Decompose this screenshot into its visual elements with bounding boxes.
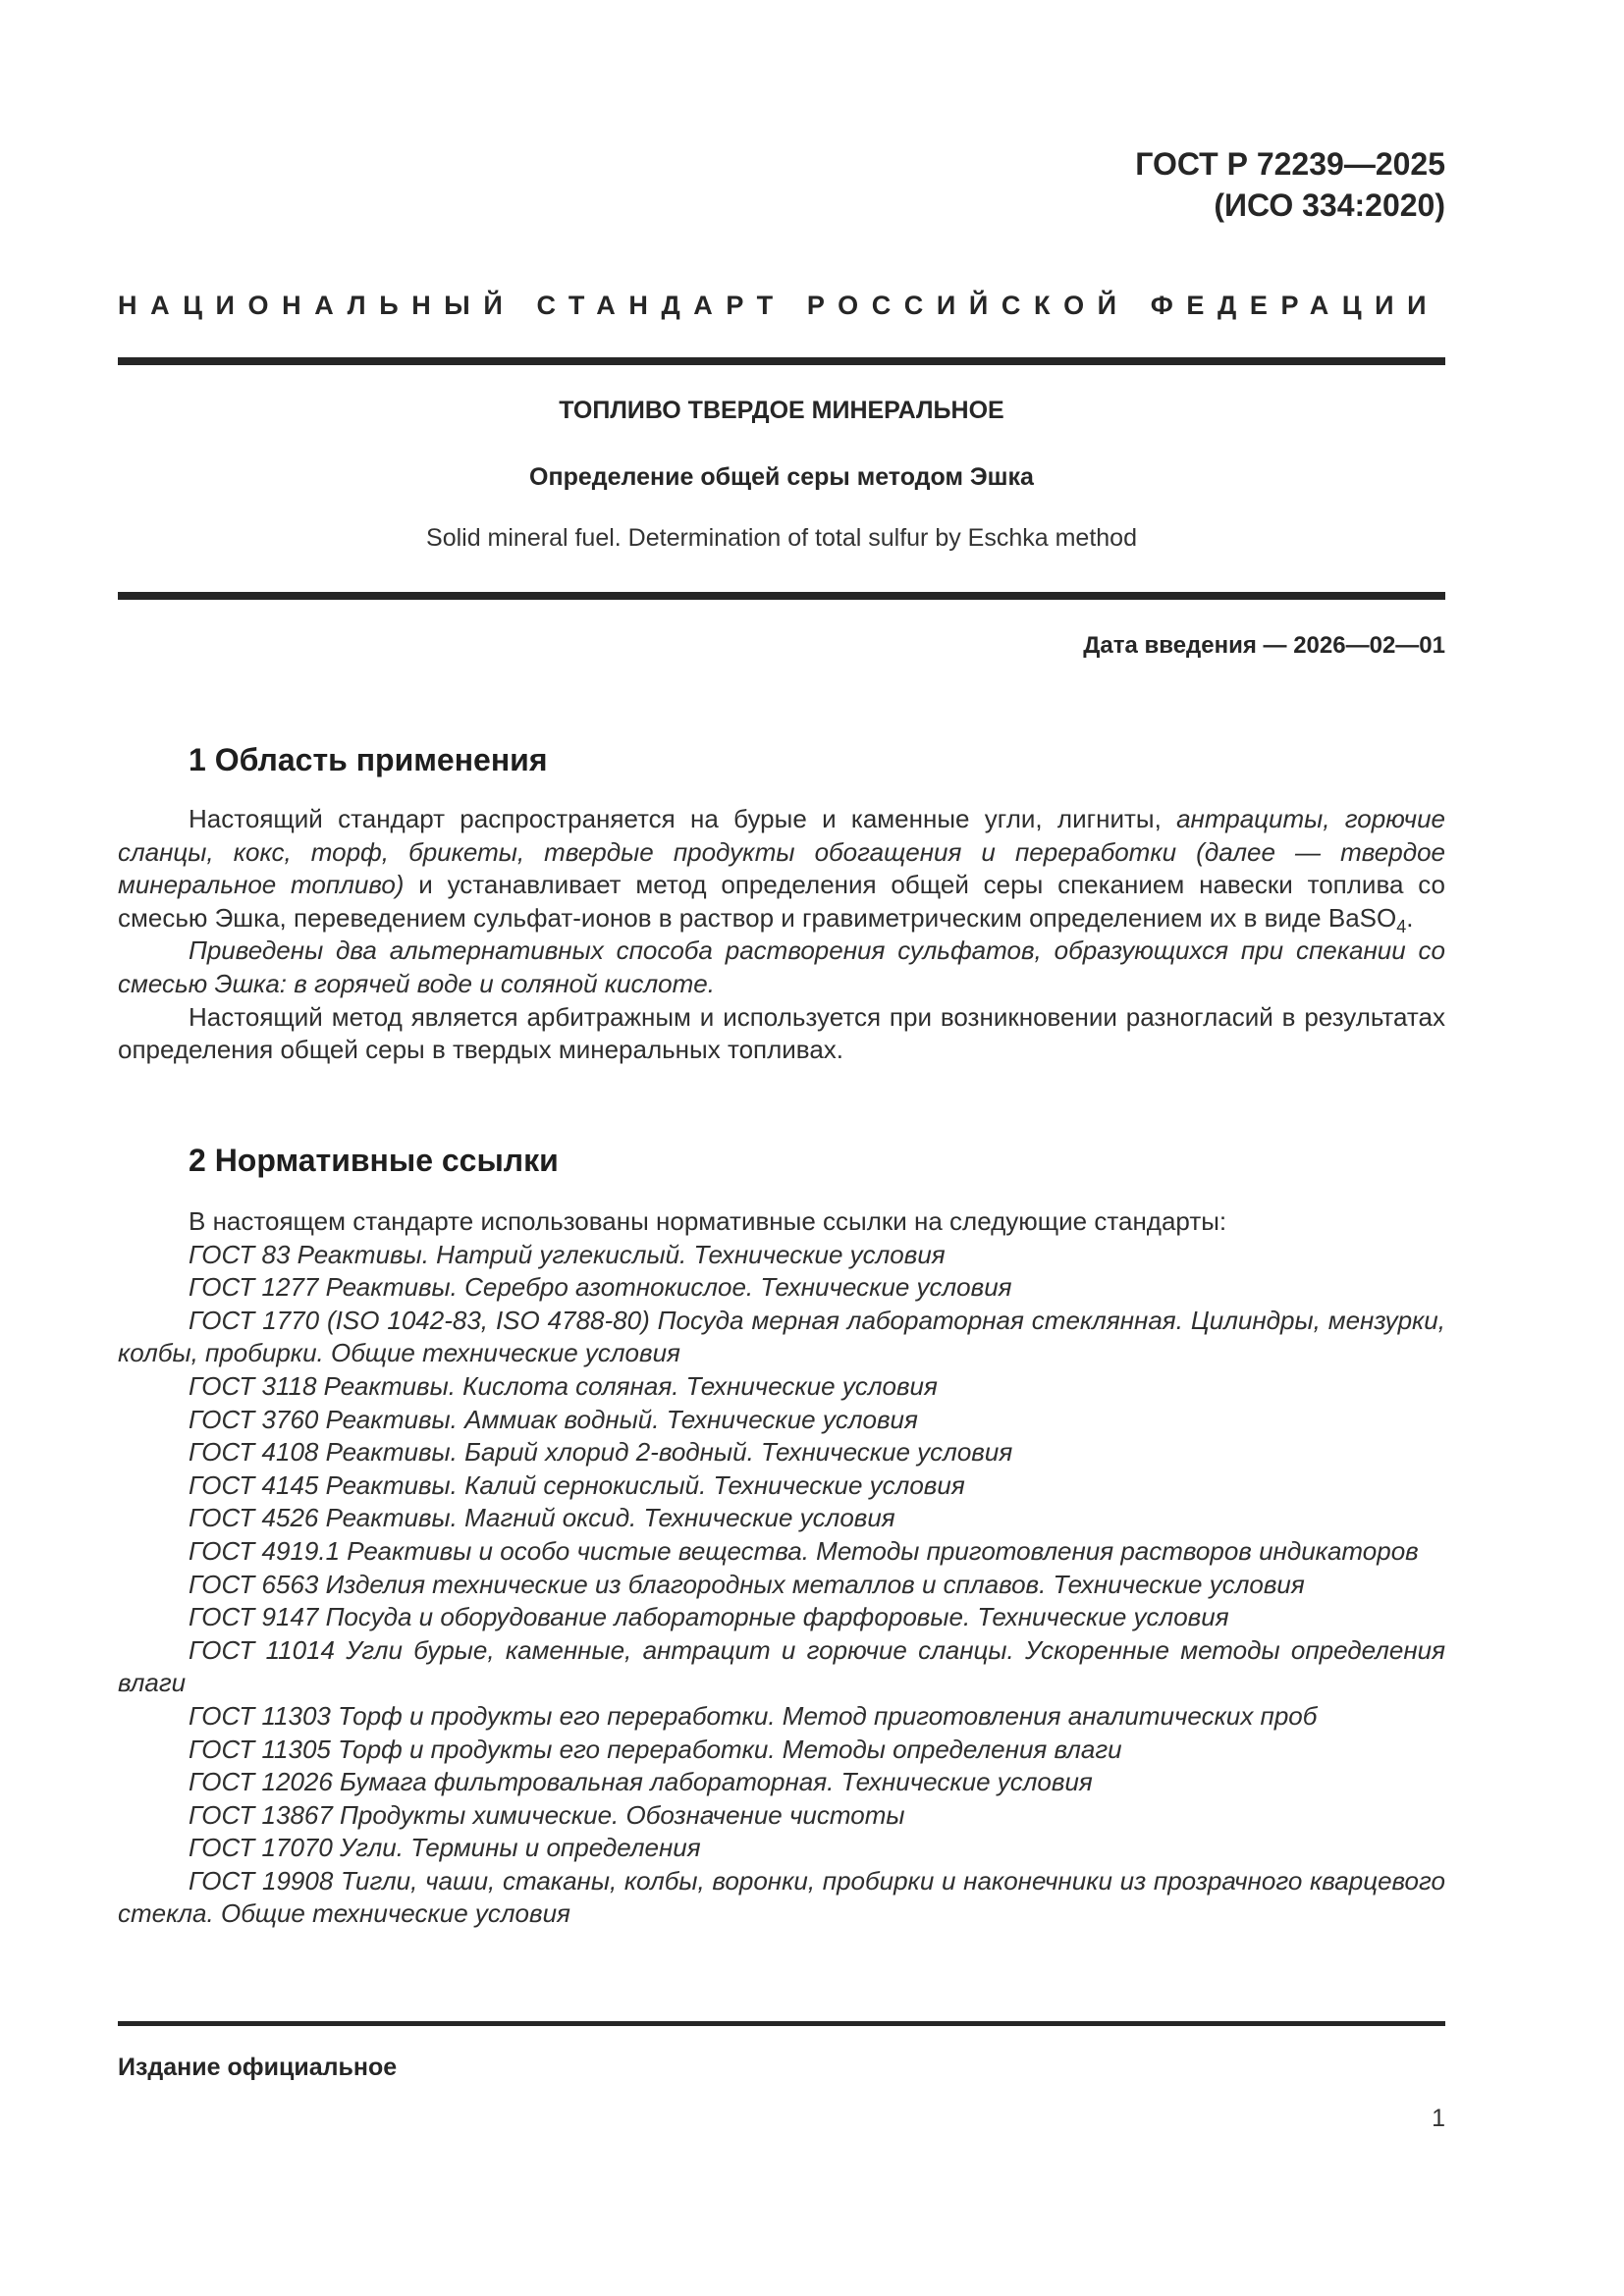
official-edition-label: Издание официальное (118, 2054, 398, 2081)
footer-divider (118, 2021, 1445, 2026)
page-number: 1 (1432, 2105, 1445, 2132)
document-page (118, 0, 1445, 2296)
top-divider (118, 357, 1445, 365)
section-heading-references: 2 Нормативные ссылки (189, 1143, 559, 1178)
reference-item: ГОСТ 4526 Реактивы. Магний оксид. Технические условия (189, 1503, 895, 1533)
reference-item: ГОСТ 11305 Торф и продукты его переработки. Методы определения влаги (189, 1734, 1122, 1764)
doc-number: ГОСТ Р 72239—2025 (1135, 146, 1445, 182)
section-scope-body (118, 803, 1445, 1067)
reference-item: ГОСТ 13867 Продукты химические. Обозначение чистоты (189, 1799, 905, 1830)
document-title: ТОПЛИВО ТВЕРДОЕ МИНЕРАЛЬНОЕ (559, 397, 1004, 424)
reference-item: ГОСТ 3118 Реактивы. Кислота соляная. Технические условия (189, 1370, 938, 1401)
title-divider (118, 592, 1445, 600)
document-identifier (1135, 143, 1445, 226)
national-standard-banner: НАЦИОНАЛЬНЫЙ СТАНДАРТ РОССИЙСКОЙ ФЕДЕРАЦИИ (118, 291, 1440, 320)
baso4-subscript: 4 (1396, 916, 1407, 936)
scope-paragraph-2: Приведены два альтернативных способа растворения сульфатов, образующихся при спекании со смесью Эшка: в горячей воде и соляной кислоте. (118, 935, 1445, 998)
scope-paragraph-1: Настоящий стандарт распространяется на бурые и каменные угли, лигниты, антрациты, горючие сланцы, кокс, торф, брикеты, твердые продукты обогащения и переработки (далее — твердое минеральное топливо) и устанавливает метод определения общей серы спеканием навески топлива со смесью Эшка, переведением сульфат-ионов в раствор и гравиметрическим определением их в виде BaSO$_4$. (118, 804, 1445, 936)
document-subtitle: Определение общей серы методом Эшка (529, 463, 1034, 491)
reference-item: ГОСТ 9147 Посуда и оборудование лабораторные фарфоровые. Технические условия (189, 1602, 1229, 1632)
reference-item: ГОСТ 17070 Угли. Термины и определения (189, 1833, 701, 1863)
references-intro: В настоящем стандарте использованы нормативные ссылки на следующие стандарты: (189, 1206, 1227, 1236)
reference-item: ГОСТ 12026 Бумага фильтровальная лабораторная. Технические условия (189, 1767, 1093, 1797)
reference-item: ГОСТ 3760 Реактивы. Аммиак водный. Технические условия (189, 1404, 918, 1434)
iso-number: (ИСО 334:2020) (1214, 187, 1445, 223)
section-references-body (118, 1205, 1445, 1931)
reference-item: ГОСТ 1277 Реактивы. Серебро азотнокислое. Технические условия (189, 1272, 1012, 1303)
reference-item: ГОСТ 11014 Угли бурые, каменные, антрацит и горючие сланцы. Ускоренные методы определения влаги (118, 1634, 1445, 1698)
scope-fuel-list: антрациты, горючие сланцы, кокс, торф, брикеты, твердые продукты обогащения и переработки (далее — твердое минеральное топливо) (118, 804, 1445, 900)
reference-item: ГОСТ 83 Реактивы. Натрий углекислый. Технические условия (189, 1239, 946, 1269)
section-heading-scope: 1 Область применения (189, 742, 548, 777)
introduction-date: Дата введения — 2026—02—01 (1083, 632, 1445, 659)
reference-item: ГОСТ 6563 Изделия технические из благородных металлов и сплавов. Технические условия (189, 1569, 1305, 1599)
scope-paragraph-3: Настоящий метод является арбитражным и используется при возникновении разногласий в результатах определения общей серы в твердых минеральных топливах. (118, 1001, 1445, 1065)
document-title-english: Solid mineral fuel. Determination of total sulfur by Eschka method (426, 524, 1137, 552)
reference-item: ГОСТ 4919.1 Реактивы и особо чистые вещества. Методы приготовления растворов индикаторов (189, 1535, 1419, 1566)
reference-item: ГОСТ 19908 Тигли, чаши, стаканы, колбы, воронки, пробирки и наконечники из прозрачного кварцевого стекла. Общие технические условия (118, 1865, 1445, 1929)
reference-item: ГОСТ 1770 (ISO 1042-83, ISO 4788-80) Посуда мерная лабораторная стеклянная. Цилиндры, мензурки, колбы, пробирки. Общие технические условия (118, 1305, 1445, 1368)
reference-item: ГОСТ 4145 Реактивы. Калий сернокислый. Технические условия (189, 1469, 965, 1500)
reference-item: ГОСТ 11303 Торф и продукты его переработки. Метод приготовления аналитических проб (189, 1700, 1318, 1731)
reference-item: ГОСТ 4108 Реактивы. Барий хлорид 2-водный. Технические условия (189, 1437, 1013, 1468)
